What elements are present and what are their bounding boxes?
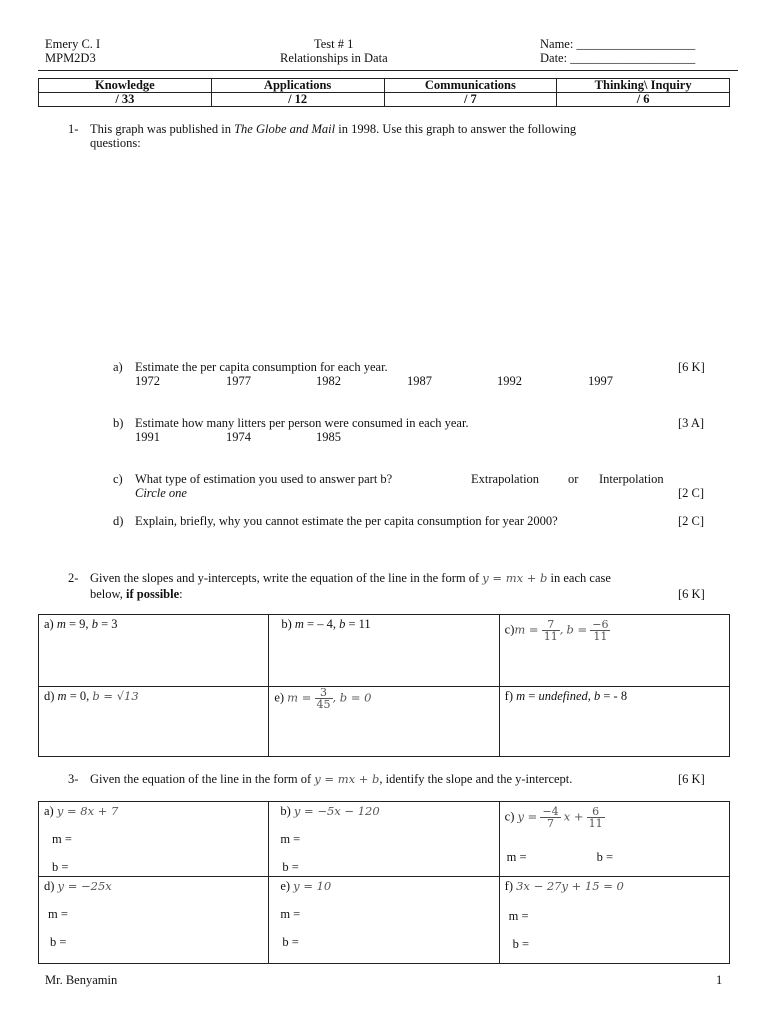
rubric-header-thinking: Thinking\ Inquiry <box>557 79 730 93</box>
q2-text-cont <box>90 587 183 602</box>
q1b-year: 1985 <box>316 430 341 444</box>
q3c-eq-lhs: y = <box>517 809 538 824</box>
q2d-m-val: = 0, <box>69 689 90 703</box>
q1a-year: 1992 <box>497 374 522 388</box>
q2f-m: m <box>516 689 526 703</box>
q2-cell-a[interactable] <box>39 615 269 687</box>
q1a-year: 1982 <box>316 374 341 388</box>
q3e-equation: y = 10 <box>293 879 332 893</box>
q3e-b-field[interactable]: b = <box>282 935 299 949</box>
q3-cell-a[interactable] <box>39 802 269 877</box>
q2e-label: e) <box>274 690 285 705</box>
q1a-text: Estimate the per capita consumption for each year. <box>135 360 388 374</box>
q3d-m-field[interactable]: m = <box>48 907 68 921</box>
q1d-marks: [2 C] <box>678 514 705 528</box>
q2e-m-fraction: $\frac{3}{45}$ <box>316 686 331 711</box>
q1c-text: What type of estimation you used to answer part b? <box>135 472 393 486</box>
name-field: Name: ___________________ <box>540 37 696 51</box>
q1a-marks: [6 K] <box>678 360 705 374</box>
q3e-label: e) <box>280 879 291 893</box>
q3d-label: d) <box>44 879 55 893</box>
q1-text-a: This graph was published in <box>90 122 231 136</box>
q1d-text: Explain, briefly, why you cannot estimate the per capita consumption for year 2000? <box>135 514 558 528</box>
q3a-b-field[interactable]: b = <box>52 860 69 874</box>
rubric-table <box>38 78 730 107</box>
q1-source: The Globe and Mail <box>234 122 336 136</box>
q2e-b: , b = 0 <box>332 690 372 705</box>
q3d-b-field[interactable]: b = <box>50 935 67 949</box>
q2-text <box>90 571 611 586</box>
q3b-label: b) <box>280 804 291 818</box>
q2e-m: m = <box>287 690 312 705</box>
q2a-label: a) <box>44 617 54 631</box>
rubric-score-thinking: / 6 <box>557 93 730 107</box>
q2f-b: b <box>594 689 601 703</box>
q2-text-c: below, <box>90 587 123 601</box>
q2d-b: b = √13 <box>92 689 139 703</box>
q1c-option-extrapolation[interactable]: Extrapolation <box>471 472 540 486</box>
q3f-b-field[interactable]: b = <box>512 937 530 951</box>
q1-text-cont: questions: <box>90 136 141 150</box>
q3-cell-e[interactable] <box>269 877 499 964</box>
q2d-m: m <box>57 689 67 703</box>
rubric-header-applications: Applications <box>211 79 384 93</box>
q3f-m-field[interactable]: m = <box>508 909 529 923</box>
date-field: Date: ____________________ <box>540 51 696 65</box>
q2-cell-b[interactable] <box>269 615 499 687</box>
rubric-score-communications: / 7 <box>384 93 557 107</box>
q1c-marks: [2 C] <box>678 486 705 500</box>
header-divider <box>38 70 738 71</box>
q3-cell-f[interactable] <box>499 877 729 964</box>
q3-cell-c[interactable] <box>499 802 729 877</box>
q2f-m-val: = <box>528 689 536 703</box>
q2-colon: : <box>179 587 183 601</box>
q2-marks: [6 K] <box>678 587 705 601</box>
q3f-label: f) <box>504 879 513 893</box>
q3c-eq-mid: x + <box>563 809 584 824</box>
q2c-m-fraction: $\frac{7}{11}$ <box>543 618 558 643</box>
q2-answer-table <box>38 614 730 757</box>
q2-formula: y = mx + b <box>482 571 548 585</box>
q3-cell-b[interactable] <box>269 802 499 877</box>
q3b-m-field[interactable]: m = <box>280 832 301 846</box>
q3c-b-field[interactable]: b = <box>596 850 614 864</box>
q3-cell-d[interactable] <box>39 877 269 964</box>
q3c-fraction-2: $\frac{6}{11}$ <box>588 805 603 830</box>
q1c-option-interpolation[interactable]: Interpolation <box>599 472 664 486</box>
q3f-equation: 3x − 27y + 15 = 0 <box>516 879 624 893</box>
q1b-year: 1991 <box>135 430 160 444</box>
q1a-year: 1972 <box>135 374 160 388</box>
q2b-label: b) <box>281 617 292 631</box>
q3b-b-field[interactable]: b = <box>282 860 299 874</box>
q2-text-a: Given the slopes and y-intercepts, write the equation of the line in the form of <box>90 571 480 585</box>
q2-cell-c[interactable] <box>499 615 729 687</box>
q2-if-possible: if possible <box>126 587 180 601</box>
footer-teacher: Mr. Benyamin <box>45 973 118 987</box>
q2b-m-val: = – 4, <box>307 617 336 631</box>
q1a-letter: a) <box>113 360 123 374</box>
q2-cell-d[interactable] <box>39 687 269 757</box>
rubric-score-knowledge: / 33 <box>39 93 212 107</box>
q2b-m: m <box>294 617 304 631</box>
q3e-m-field[interactable]: m = <box>280 907 301 921</box>
q2c-label: c) <box>504 622 515 637</box>
q3c-label: c) <box>504 809 515 824</box>
page-number: 1 <box>716 973 723 987</box>
q3a-m-field[interactable]: m = <box>52 832 72 846</box>
q1c-circle-instruction: Circle one <box>135 486 187 500</box>
q2a-m-val: = 9, <box>69 617 89 631</box>
q1b-marks: [3 A] <box>678 416 705 430</box>
rubric-header-communications: Communications <box>384 79 557 93</box>
q2c-m: m = <box>514 622 539 637</box>
rubric-score-applications: / 12 <box>211 93 384 107</box>
q2c-sep: , <box>559 622 564 637</box>
q1-number: 1- <box>68 122 79 136</box>
rubric-header-knowledge: Knowledge <box>39 79 212 93</box>
q1b-text: Estimate how many litters per person were consumed in each year. <box>135 416 469 430</box>
q1-text <box>90 122 576 137</box>
q2a-b: b <box>91 617 98 631</box>
q2-number: 2- <box>68 571 79 585</box>
q3d-equation: y = −25x <box>57 879 112 893</box>
q2f-undefined: undefined <box>538 689 588 703</box>
q2f-label: f) <box>504 689 513 703</box>
q1b-letter: b) <box>113 416 124 430</box>
q3a-equation: y = 8x + 7 <box>56 804 119 818</box>
q1a-year: 1987 <box>407 374 432 388</box>
q1a-year: 1977 <box>226 374 251 388</box>
q2f-b-val: = - 8 <box>603 689 628 703</box>
q2d-label: d) <box>44 689 55 703</box>
q2b-b-val: = 11 <box>348 617 371 631</box>
q2-cell-f[interactable]: f) m = undefined, b = - 8 <box>499 687 729 757</box>
q3c-m-field[interactable]: m = <box>506 850 527 864</box>
q3-marks: [6 K] <box>678 772 705 786</box>
q3-number: 3- <box>68 772 79 786</box>
q3a-label: a) <box>44 804 54 818</box>
q1c-or: or <box>568 472 579 486</box>
q1d-letter: d) <box>113 514 124 528</box>
q1c-letter: c) <box>113 472 123 486</box>
q3-formula: y = mx + b <box>314 772 380 786</box>
course-code: MPM2D3 <box>45 51 96 65</box>
q1a-year: 1997 <box>588 374 613 388</box>
q3-text-a: Given the equation of the line in the form of <box>90 772 312 786</box>
q3-text <box>90 772 572 787</box>
test-subtitle: Relationships in Data <box>280 51 388 65</box>
q3c-fraction-1: $\frac{-4}{7}$ <box>542 805 559 830</box>
q1b-year: 1974 <box>226 430 251 444</box>
q1-text-b: in 1998. Use this graph to answer the following <box>338 122 577 136</box>
q3b-equation: y = −5x − 120 <box>293 804 380 818</box>
q2a-m: m <box>56 617 66 631</box>
q3-text-b: , identify the slope and the y-intercept. <box>379 772 573 786</box>
q2c-b-fraction: $\frac{-6}{11}$ <box>592 618 609 643</box>
school-name: Emery C. I <box>45 37 101 51</box>
q2b-b: b <box>339 617 346 631</box>
q2-cell-e[interactable] <box>269 687 499 757</box>
q2c-b: b = <box>566 622 588 637</box>
q3-answer-table <box>38 801 730 964</box>
q2a-b-val: = 3 <box>101 617 118 631</box>
test-title: Test # 1 <box>314 37 354 51</box>
q2-text-b: in each case <box>550 571 611 585</box>
